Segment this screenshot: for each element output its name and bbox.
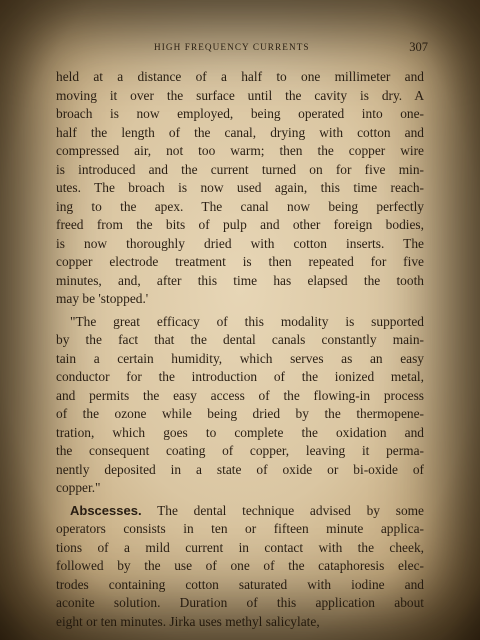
text-line: of the ozone while being dried by the thermopene-	[56, 406, 424, 421]
body-text	[56, 68, 424, 631]
text-line: followed by the use of one of the cataphoresis elec-	[56, 558, 424, 573]
text-line: compressed air, not too warm; then the copper wire	[56, 143, 424, 158]
text-line: may be 'stopped.'	[56, 291, 149, 306]
text-run: The dental technique advised by some	[141, 502, 424, 518]
text-line: half the length of the canal, drying with cotton and	[56, 124, 424, 140]
text-line: copper."	[56, 480, 101, 495]
paragraph-3	[56, 502, 424, 632]
text-line: freed from the bits of pulp and other foreign bodies,	[56, 217, 424, 232]
text-line: held at a distance of a half to one millimeter and	[56, 69, 424, 84]
text-line: tain a certain humidity, which serves as an easy	[56, 350, 424, 366]
text-line: operators consists in ten or fifteen minute applica-	[56, 521, 424, 536]
text-line: broach is now employed, being operated into one-	[56, 106, 424, 121]
paragraph-2	[56, 313, 424, 498]
text-line: is introduced and the current turned on for five min-	[56, 161, 424, 177]
page-header	[60, 40, 428, 56]
text-line: moving it over the surface until the cavity is dry. A	[56, 87, 424, 103]
paragraph-1	[56, 68, 424, 309]
text-line: nently deposited in a state of oxide or bi-oxide of	[56, 461, 424, 477]
section-heading-abscesses: Abscesses.	[70, 502, 142, 518]
text-line: ing to the apex. The canal now being perfectly	[56, 198, 424, 214]
text-line: utes. The broach is now used again, this time reach-	[56, 180, 424, 195]
text-line: minutes, and, after this time has elapsed the tooth	[56, 272, 424, 288]
text-line: the consequent coating of copper, leaving it perma-	[56, 443, 424, 458]
text-line: aconite solution. Duration of this application about	[56, 595, 424, 610]
text-line: copper electrode treatment is then repeated for five	[56, 254, 424, 269]
text-line: is now thoroughly dried with cotton inserts. The	[56, 235, 424, 251]
page-number: 307	[409, 40, 428, 54]
text-line: and permits the easy access of the flowing-in process	[56, 387, 424, 403]
text-line: "The great efficacy of this modality is supported	[70, 313, 424, 329]
running-head: HIGH FREQUENCY CURRENTS	[154, 42, 310, 52]
text-line	[56, 502, 424, 521]
text-line: eight or ten minutes. Jirka uses methyl salicylate,	[56, 613, 320, 629]
text-line: tions of a mild current in contact with the cheek,	[56, 539, 424, 555]
text-line: by the fact that the dental canals constantly main-	[56, 332, 424, 347]
text-line: tration, which goes to complete the oxidation and	[56, 424, 424, 440]
text-line: trodes containing cotton saturated with iodine and	[56, 576, 424, 592]
text-line: conductor for the introduction of the ionized metal,	[56, 369, 424, 384]
